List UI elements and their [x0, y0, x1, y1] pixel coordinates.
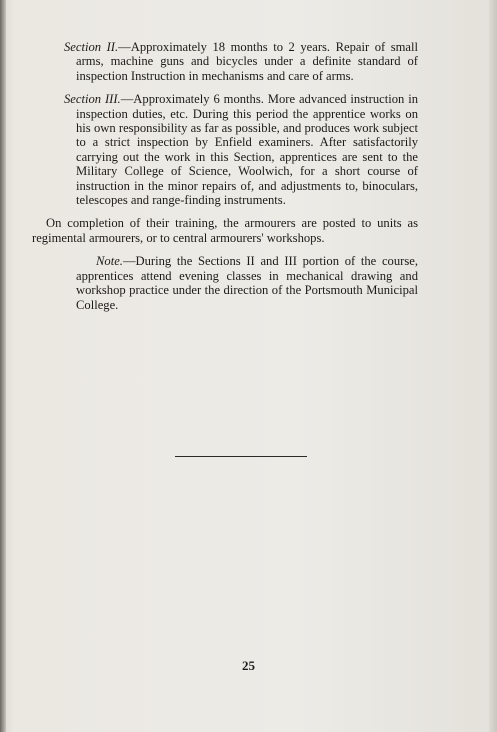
page-number: 25	[242, 658, 255, 673]
section-iii-text: —Approximately 6 months. More advanced instruction in inspection duties, etc. During this period the apprentice works on his own responsibility as far as possible, and produces work subject to a strict inspection by Enfield examiners. After satisfactorily carrying out the work in this Section, apprentices are sent to the Military College of Science, Woolwich, for a short course of instruction in the minor repairs of, and adjustments to, binoculars, telescopes and range-finding instruments.	[76, 92, 418, 208]
completion-paragraph: On completion of their training, the armourers are posted to units as regimental armourers, or to central armourers' workshops.	[32, 216, 418, 245]
section-ii-paragraph	[64, 40, 418, 83]
page-body	[32, 40, 418, 321]
section-ii-text: —Approximately 18 months to 2 years. Repair of small arms, machine guns and bicycles under a definite standard of inspection Instruction in mechanisms and care of arms.	[76, 40, 418, 83]
section-iii-label: Section III.	[64, 92, 121, 107]
section-ii-label: Section II.	[64, 40, 119, 54]
section-divider-rule	[175, 456, 307, 457]
note-paragraph	[76, 254, 418, 312]
section-iii-paragraph	[64, 92, 418, 207]
note-text: —During the Sections II and III portion of the course, apprentices attend evening classes in mechanical drawing and workshop practice under the direction of the Portsmouth Municipal College.	[76, 254, 418, 312]
note-label: Note.	[96, 254, 123, 269]
page-right-edge	[489, 0, 497, 732]
page-binding-edge	[0, 0, 6, 732]
